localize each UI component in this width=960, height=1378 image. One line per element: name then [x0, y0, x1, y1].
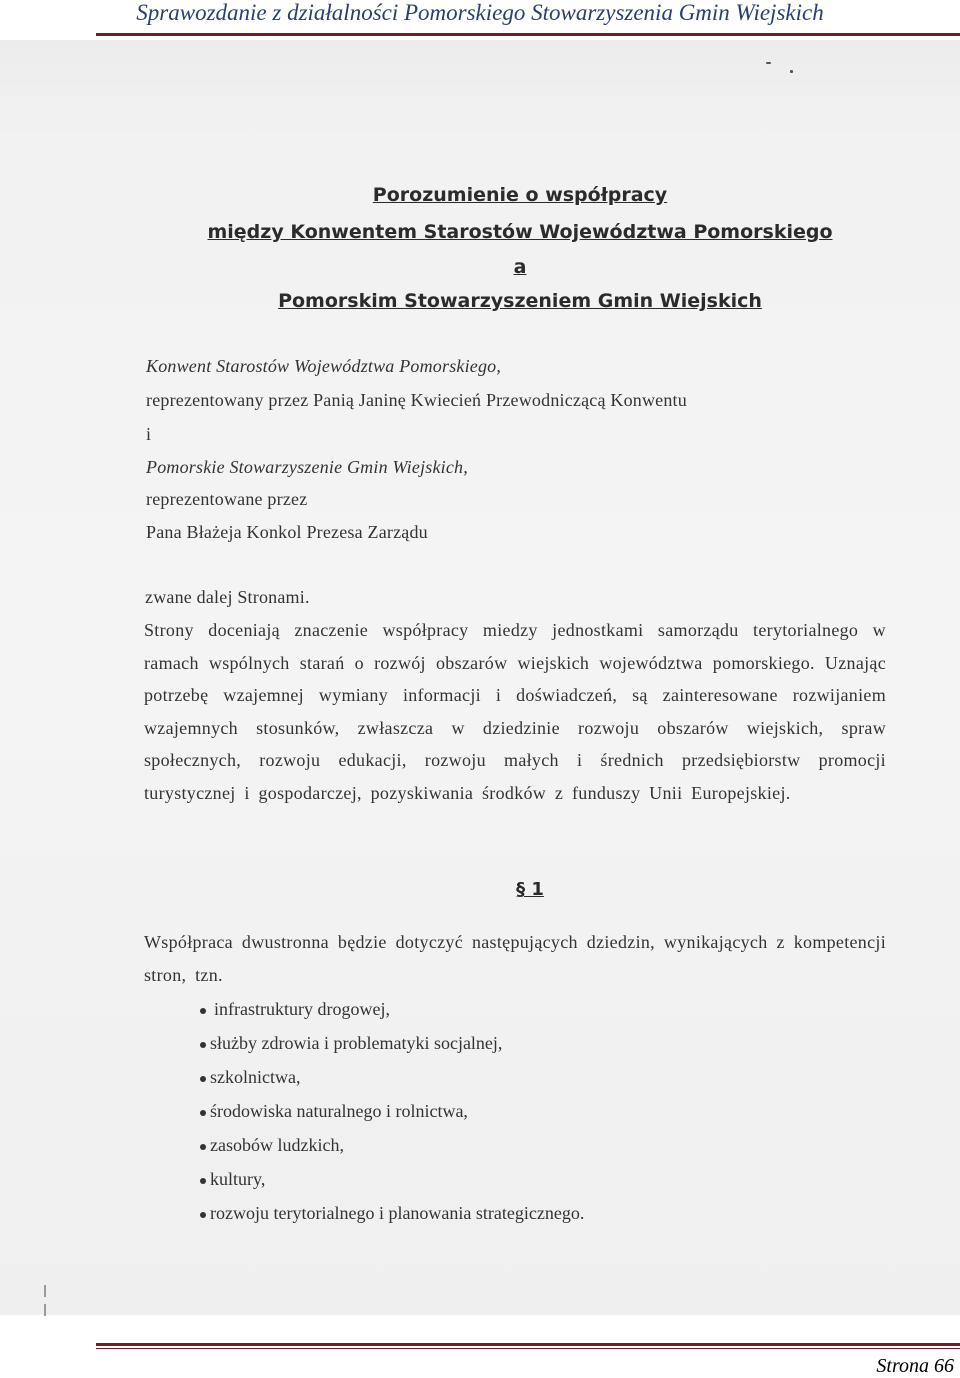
list-item-text: służby zdrowia i problematyki socjalnej,	[210, 1033, 503, 1053]
running-header: Sprawozdanie z działalności Pomorskiego Stowarzyszenia Gmin Wiejskich	[136, 0, 824, 25]
cooperation-areas-list	[200, 992, 584, 1230]
list-item-text: szkolnictwa,	[210, 1067, 301, 1087]
party-2-represented-by: reprezentowane przez	[146, 489, 308, 509]
bullet-icon	[200, 1178, 206, 1184]
list-item-text: środowiska naturalnego i rolnictwa,	[210, 1101, 468, 1121]
list-item-text: zasobów ludzkich,	[210, 1135, 344, 1155]
footer-divider-thin	[96, 1348, 960, 1349]
bullet-icon	[200, 1008, 206, 1014]
header-divider	[96, 33, 960, 36]
list-item	[200, 1026, 584, 1060]
bullet-icon	[200, 1042, 206, 1048]
list-item-text: kultury,	[210, 1169, 266, 1189]
bullet-icon	[200, 1110, 206, 1116]
footer-divider	[96, 1343, 960, 1346]
list-item	[200, 1128, 584, 1162]
scan-speck	[790, 70, 793, 73]
list-item	[200, 1162, 584, 1196]
list-item	[200, 1196, 584, 1230]
bullet-icon	[200, 1076, 206, 1082]
parties-conjunction: i	[146, 424, 152, 444]
agreement-title-party-2: Pomorskim Stowarzyszeniem Gmin Wiejskich	[278, 290, 762, 312]
scan-speck	[766, 62, 771, 64]
list-item	[200, 1060, 584, 1094]
bullet-icon	[200, 1212, 206, 1218]
party-2-representative: Pana Błażeja Konkol Prezesa Zarządu	[146, 522, 428, 542]
list-item-text: infrastruktury drogowej,	[214, 999, 390, 1019]
party-2-name: Pomorskie Stowarzyszenie Gmin Wiejskich,	[146, 457, 468, 477]
list-item	[200, 992, 584, 1026]
scan-edge-mark	[44, 1304, 46, 1316]
bullet-icon	[200, 1144, 206, 1150]
parties-definition: zwane dalej Stronami.	[145, 587, 310, 607]
agreement-title: Porozumienie o współpracy	[372, 184, 668, 206]
list-item-text: rozwoju terytorialnego i planowania strategicznego.	[210, 1203, 585, 1223]
agreement-title-party-1: między Konwentem Starostów Województwa Pomorskiego	[207, 221, 833, 243]
section-1-heading: § 1	[516, 879, 544, 900]
list-item	[200, 1094, 584, 1128]
section-1-paragraph: Współpraca dwustronna będzie dotyczyć następujących dziedzin, wynikających z kompetencji stron, tzn.	[144, 932, 886, 985]
preamble-paragraph: Strony doceniają znaczenie współpracy miedzy jednostkami samorządu terytorialnego w ramach wspólnych starań o rozwój obszarów wiejskich województwa pomorskiego. Uznając potrzebę wzajemnej wymiany informacji i doświadczeń, są zainteresowane rozwijaniem wzajemnych stosunków, zwłaszcza w dziedzinie rozwoju obszarów wiejskich, spraw społecznych, rozwoju edukacji, rozwoju małych i średnich przedsiębiorstw promocji turystycznej i gospodarczej, pozyskiwania środków z funduszy Unii Europejskiej.	[144, 620, 886, 803]
page-number: Strona 66	[876, 1355, 954, 1377]
agreement-title-conjunction: a	[513, 256, 527, 278]
scan-edge-mark	[44, 1285, 46, 1297]
party-1-name: Konwent Starostów Województwa Pomorskiego,	[146, 356, 502, 376]
party-1-representative: reprezentowany przez Panią Janinę Kwiecień Przewodniczącą Konwentu	[146, 390, 687, 410]
